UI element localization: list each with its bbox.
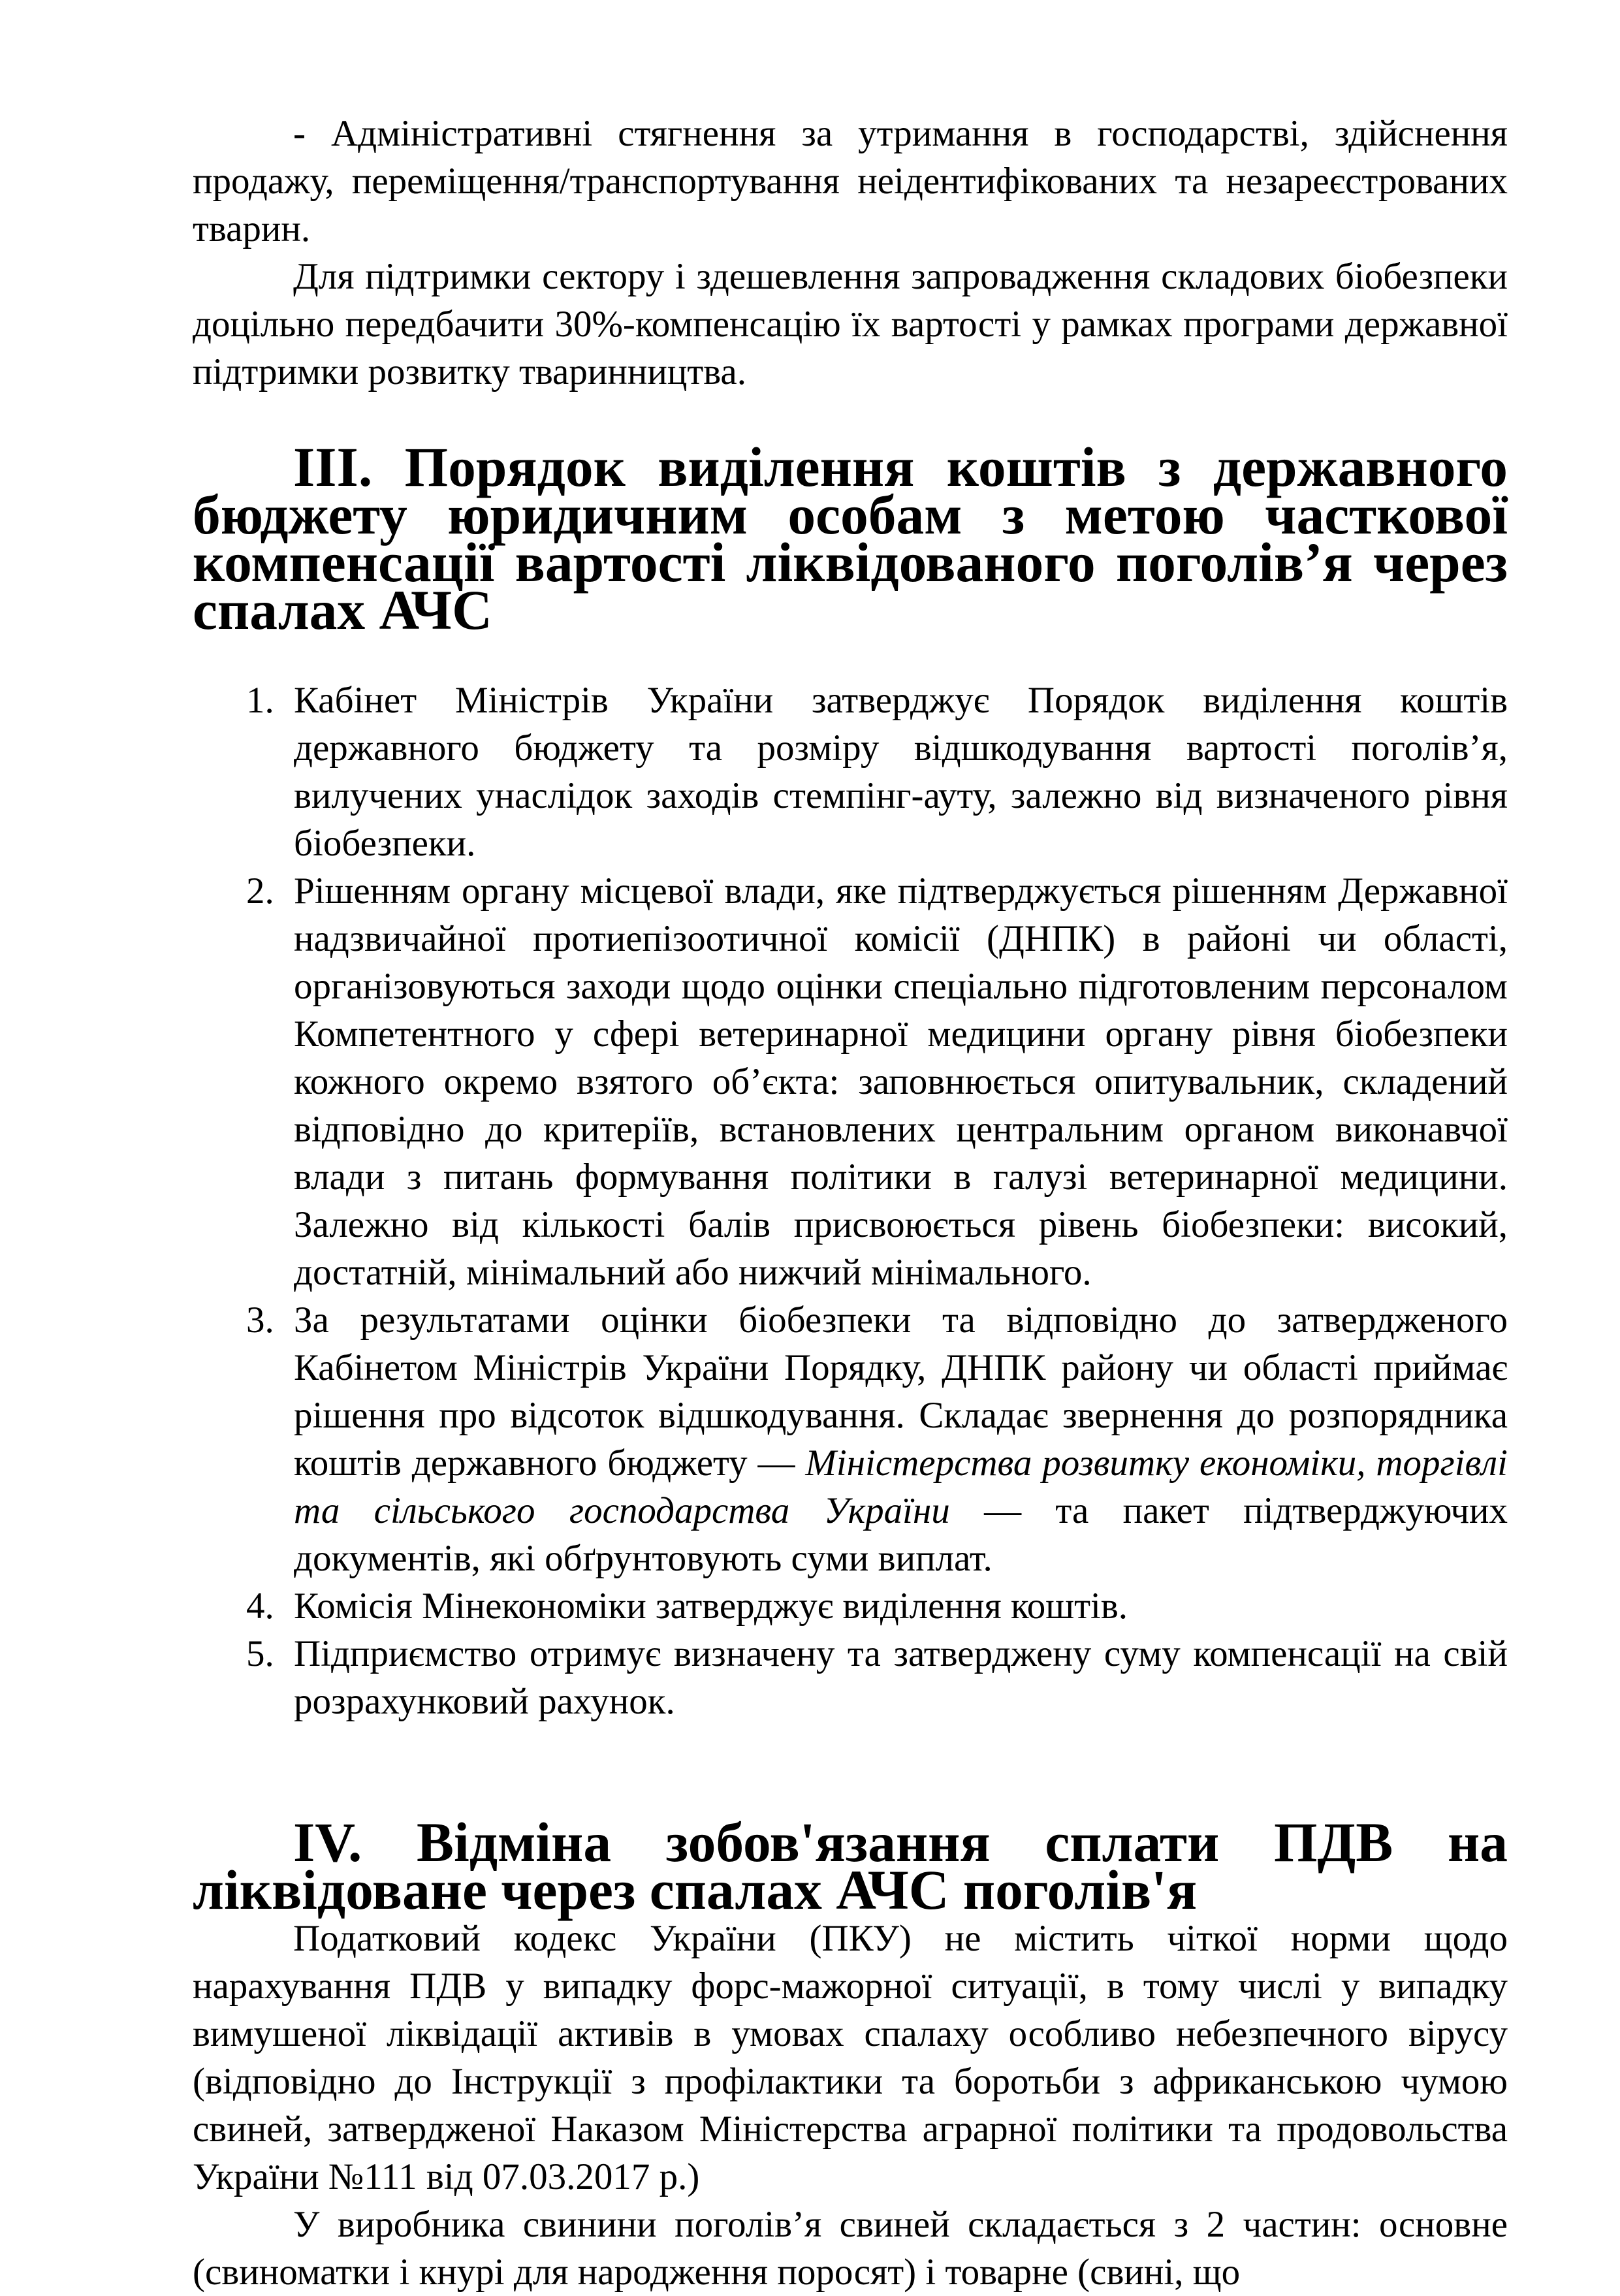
list-item-number: 3. [246,1299,274,1341]
paragraph-tax-code: Податковий кодекс України (ПКУ) не містить чіткої норми щодо нарахування ПДВ у випадку форс-мажорної ситуації, в тому числі у випадку вимушеної ліквідації активів в умовах спалаху особливо небезпечного вірусу (відповідно до Інструкції з профілактики та боротьби з африканською чумою свиней, затвердженої Наказом Міністерства аграрної політики та продовольства України №111 від 07.03.2017 р.) [193,1918,1508,2197]
list-item-1 [193,677,1508,867]
list-item-2 [193,867,1508,1296]
section-heading-iii: III. Порядок виділення коштів з державного бюджету юридичним особам з метою часткової компенсації вартості ліквідованого поголів’я через спалах АЧС [193,437,1508,641]
list-item-text: Підприємство отримує визначену та затверджену суму компенсації на свій розрахунковий рахунок. [294,1633,1508,1722]
list-item-text: Комісія Мінекономіки затверджує виділення коштів. [294,1586,1128,1627]
paragraph-sector-support: Для підтримки сектору і здешевлення запровадження складових біобезпеки доцільно передбачити 30%-компенсацію їх вартості у рамках програми державної підтримки розвитку тваринництва. [193,256,1508,392]
list-item-3 [193,1296,1508,1582]
ordered-list [193,677,1508,1725]
list-item-text-italic-ministry: Міністерства розвитку економіки, торгівлі та сільського господарства України [294,1443,1508,1531]
list-item-5 [193,1630,1508,1725]
list-item-text: Рішенням органу місцевої влади, яке підтверджується рішенням Державної надзвичайної протиепізоотичної комісії (ДНПК) в районі чи області, організовуються заходи щодо оцінки спеціально підготовленим персоналом Компетентного у сфері ветеринарної медицини органу рівня біобезпеки кожного окремо взятого об’єкта: заповнюється опитувальник, складений відповідно до критеріїв, встановлених центральним органом виконавчої влади з питань формування політики в галузі ветеринарної медицини. Залежно від кількості балів присвоюється рівень біобезпеки: високий, достатній, мінімальний або нижчий мінімального. [294,870,1508,1293]
list-item-text-normal: — та пакет підтверджуючих документів, які обґрунтовують суми виплат. [294,1490,1508,1579]
list-item-number: 2. [246,870,274,912]
paragraph-pig-producer: У виробника свинини поголів’я свиней складається з 2 частин: основне (свиноматки і кнурі для народження поросят) і товарне (свині, що [193,2204,1508,2293]
list-item-number: 1. [246,680,274,721]
paragraph-admin-penalties: - Адміністративні стягнення за утримання в господарстві, здійснення продажу, переміщення/транспортування неідентифікованих та незареєстрованих тварин. [193,113,1508,249]
list-item-4 [193,1582,1508,1630]
list-item-text [294,1299,1508,1579]
list-item-number: 5. [246,1633,274,1674]
list-item-text: Кабінет Міністрів України затверджує Порядок виділення коштів державного бюджету та розміру відшкодування вартості поголів’я, вилучених унаслідок заходів стемпінг-ауту, залежно від визначеного рівня біобезпеки. [294,680,1508,864]
list-item-number: 4. [246,1586,274,1627]
list-item-text-normal: За результатами оцінки біобезпеки та відповідно до затвердженого Кабінетом Міністрів України Порядку, ДНПК району чи області приймає рішення про відсоток відшкодування. Складає звернення до розпорядника коштів державного бюджету — [294,1299,1508,1484]
section-heading-iv: IV. Відміна зобов'язання сплати ПДВ на ліквідоване через спалах АЧС поголів'я [193,1812,1508,1921]
